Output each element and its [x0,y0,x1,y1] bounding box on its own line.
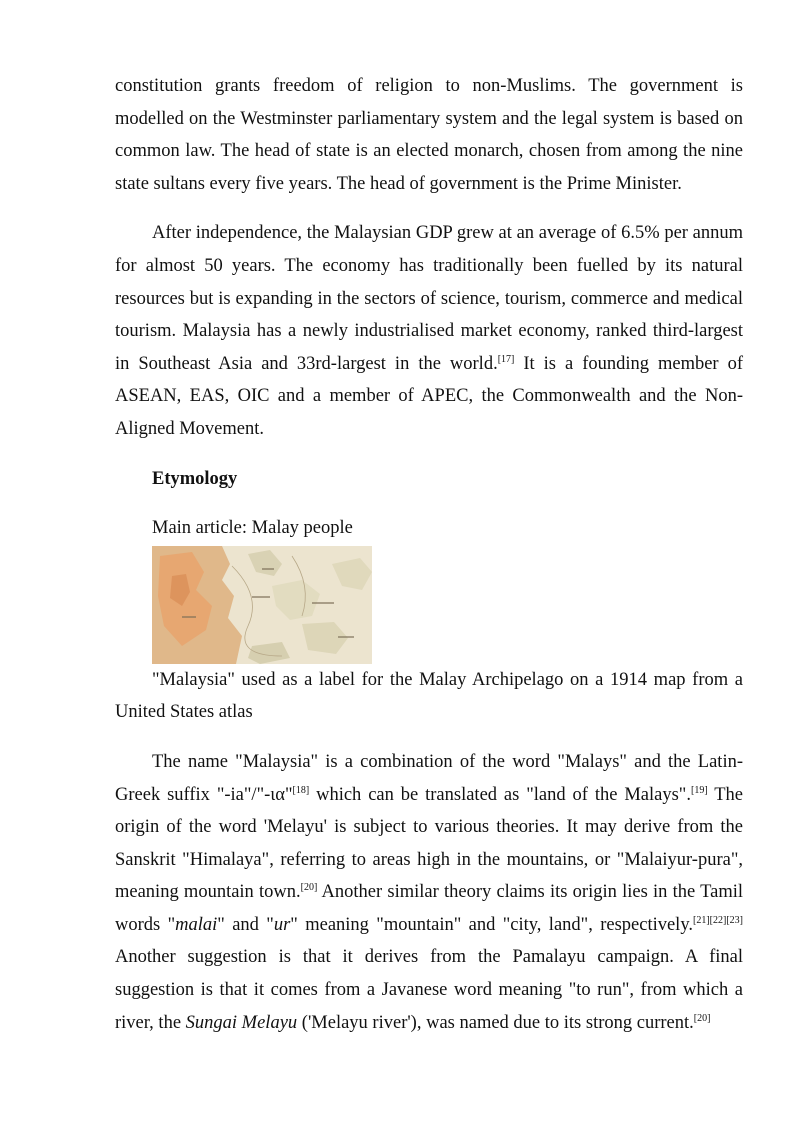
origin-text-4: Another similar theory claims its origin lies in the Tamil words " [115,882,743,935]
main-article-link[interactable]: Main article: Malay people [152,518,353,539]
word-malai: malai [175,914,218,935]
citation-17[interactable]: [17] [497,353,515,365]
origin-text-2: which can be translated as "land of the Malays". [309,784,691,805]
citation-18[interactable]: [18] [292,784,310,796]
paragraph-name-origin [115,746,743,1039]
citation-21-23[interactable]: [21][22][23] [693,914,743,926]
document-page [115,70,743,1039]
origin-text-6: " meaning "mountain" and "city, land", respectively. [290,914,693,935]
origin-text-3: The origin of the word 'Melayu' is subject to various theories. It may derive from the Sanskrit "Himalaya", referring to areas high in the mountains, or "Malaiyur-pura", meaning mountain town. [115,784,743,903]
citation-20b[interactable]: [20] [693,1012,711,1024]
origin-text-8: ('Melayu river'), was named due to its strong current. [297,1012,694,1033]
paragraph-constitution: constitution grants freedom of religion to non-Muslims. The government is modelled on the Westminster parliamentary system and the legal system is based on common law. The head of state is an elected monarch, chosen from among the nine state sultans every five years. The head of government is the Prime Minister. [115,76,743,194]
section-heading-etymology: Etymology [152,468,238,489]
paragraph-economy [115,217,743,445]
citation-20a[interactable]: [20] [300,882,318,894]
term-sungai-melayu: Sungai Melayu [185,1012,298,1033]
economy-text-b: It is a founding member of ASEAN, EAS, OIC and a member of APEC, the Commonwealth and the Non-Aligned Movement. [115,353,743,439]
origin-text-5: " and " [217,914,274,935]
citation-19[interactable]: [19] [690,784,708,796]
map-caption: "Malaysia" used as a label for the Malay Archipelago on a 1914 map from a United States atlas [115,669,743,723]
word-ur: ur [273,914,291,935]
map-image [152,546,372,664]
origin-text-1: The name "Malaysia" is a combination of the word "Malays" and the Latin-Greek suffix "-ia"/"-ια" [115,751,743,805]
economy-text-a: After independence, the Malaysian GDP grew at an average of 6.5% per annum for almost 50 years. The economy has traditionally been fuelled by its natural resources but is expanding in the sectors of science, tourism, commerce and medical tourism. Malaysia has a newly industrialised market economy, ranked third-largest in Southeast Asia and 33rd-largest in the world. [115,223,743,374]
origin-text-7: Another suggestion is that it derives from the Pamalayu campaign. A final suggestion is that it comes from a Javanese word meaning "to run", from which a river, the [115,947,743,1033]
